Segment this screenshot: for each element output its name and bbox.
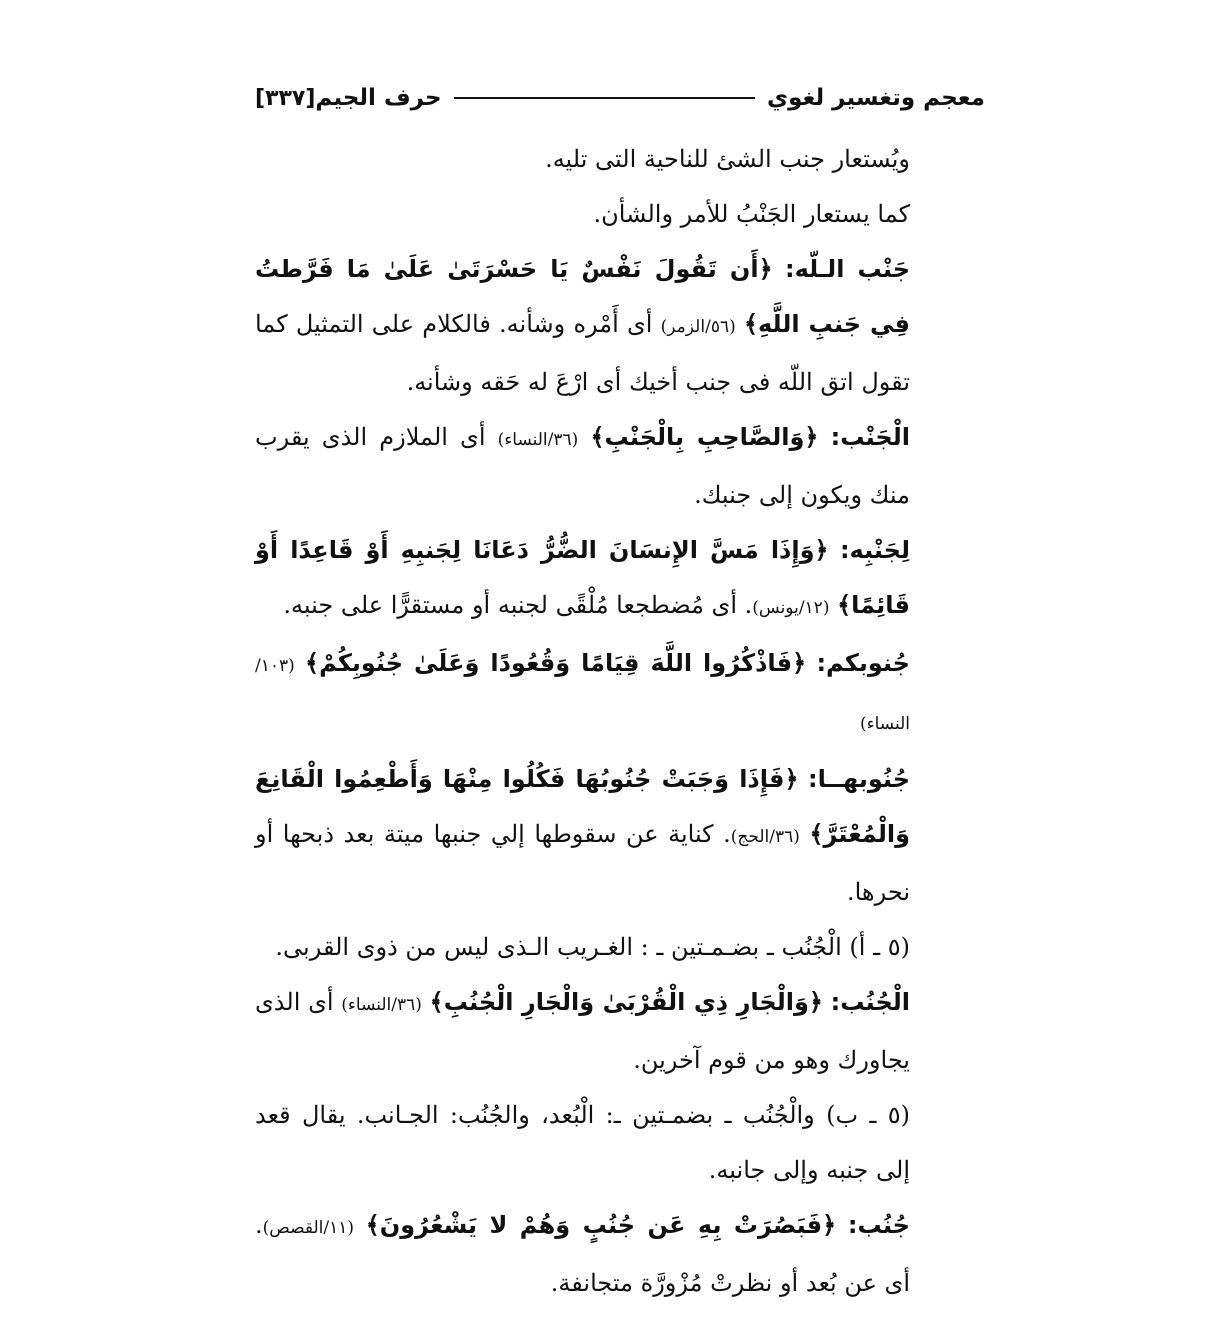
header-left [255,85,442,111]
page-number: [٣٣٧] [255,85,316,111]
entry-term: جَنْب الـلّه: [785,255,911,283]
verse-reference: (٣٦/النساء) [341,995,422,1015]
verse-reference: (٣٦/الحج) [730,827,800,847]
entry-janb-allah [255,242,985,410]
verse-reference: (٥٦/الزمر) [660,317,736,337]
quran-verse: ﴿فَاذْكُرُوا اللَّهَ قِيَامًا وَقُعُودًا وَعَلَىٰ جُنُوبِكُمْ﴾ [305,649,807,677]
verse-reference: (١٠٣/النساء) [255,656,910,734]
entry-term: جُنُب: [847,1211,910,1239]
entry-term: جُنُوبهــا: [807,765,910,793]
paragraph-5a: (٥ ـ أ) الْجُنُب ـ بضـمـتين ـ : الغـريب الـذى ليس من ذوى القربى. [275,933,910,961]
entry-explanation: أى الملازم الذى يقرب منك ويكون إلى جنبك. [255,423,910,509]
quran-verse: ﴿فَإِذَا وَجَبَتْ جُنُوبُهَا فَكُلُوا مِنْهَا وَأَطْعِمُوا الْقَانِعَ وَالْمُعْتَرَّ﴾ [255,765,911,848]
entry-term: لِجَنْبِه: [839,536,910,564]
entry-lijanbih [255,523,985,636]
entry-explanation: . كناية عن سقوطها إلي جنبها ميتة بعد ذبحها أو نحرها. [255,820,910,906]
quran-verse: ﴿أَن تَقُولَ نَفْسٌ يَا حَسْرَتَىٰ عَلَىٰ مَا فَرَّطتُ فِي جَنبِ اللَّهِ﴾ [255,255,910,338]
section-title: حرف الجيم [315,85,442,111]
book-page [255,78,985,1311]
verse-reference: (٣٦/النساء) [497,430,579,450]
verse-reference: (١٢/يونس) [752,598,830,618]
header-rule [454,97,755,99]
entry-al-janb [255,410,985,523]
running-header [255,78,985,118]
entry-term: الْجَنْب: [830,423,910,451]
paragraph-5b: (٥ ـ ب) والْجُنُب ـ بضمـتين ـ: الْبُعد، والجُنُب: الجـانب. يقال قعد إلى جنبه وإلى جانبه. [255,1101,910,1184]
entry-explanation: أى الذى يجاورك وهو من قوم آخرين. [255,988,910,1074]
quran-verse: ﴿وَإِذَا مَسَّ الإِنسَانَ الضُّرُّ دَعَانَا لِجَنبِهِ أَوْ قَاعِدًا أَوْ قَائِمًا﴾ [255,536,910,619]
entry-al-junub [255,975,985,1088]
paragraph-2: كما يستعار الجَنْبُ للأمر والشأن. [593,200,910,228]
entry-explanation: . أى مُضطجعا مُلْقًى لجنبه أو مستقرًّا على جنبه. [283,591,753,619]
page-body [255,132,985,1311]
entry-junubikum [255,636,985,752]
book-title: معجم وتغسير لغوي [767,85,985,111]
entry-explanation: أى أَمْره وشأنه. فالكلام على التمثيل كما تقول اتق اللّه فى جنب أخيك أى ارْعَ له حَقه وشأنه. [255,310,910,396]
quran-verse: ﴿فَبَصُرَتْ بِهِ عَن جُنُبٍ وَهُمْ لا يَشْعُرُونَ﴾ [365,1211,837,1239]
entry-junub [255,1198,985,1311]
quran-verse: ﴿وَالْجَارِ ذِي الْقُرْبَىٰ وَالْجَارِ الْجُنُبِ﴾ [429,988,823,1016]
paragraph-1: ويُستعار جنب الشئ للناحية التى تليه. [545,145,910,173]
verse-reference: (١١/القصص) [262,1218,354,1238]
quran-verse: ﴿وَالصَّاحِبِ بِالْجَنْبِ﴾ [590,423,819,451]
entry-term: الْجُنُب: [830,988,910,1016]
entry-term: جُنوبكم: [816,649,910,677]
entry-junubuha [255,752,985,920]
entry-explanation: . أى عن بُعد أو نظرتْ مُزْورَّة متجانفة. [255,1211,910,1297]
